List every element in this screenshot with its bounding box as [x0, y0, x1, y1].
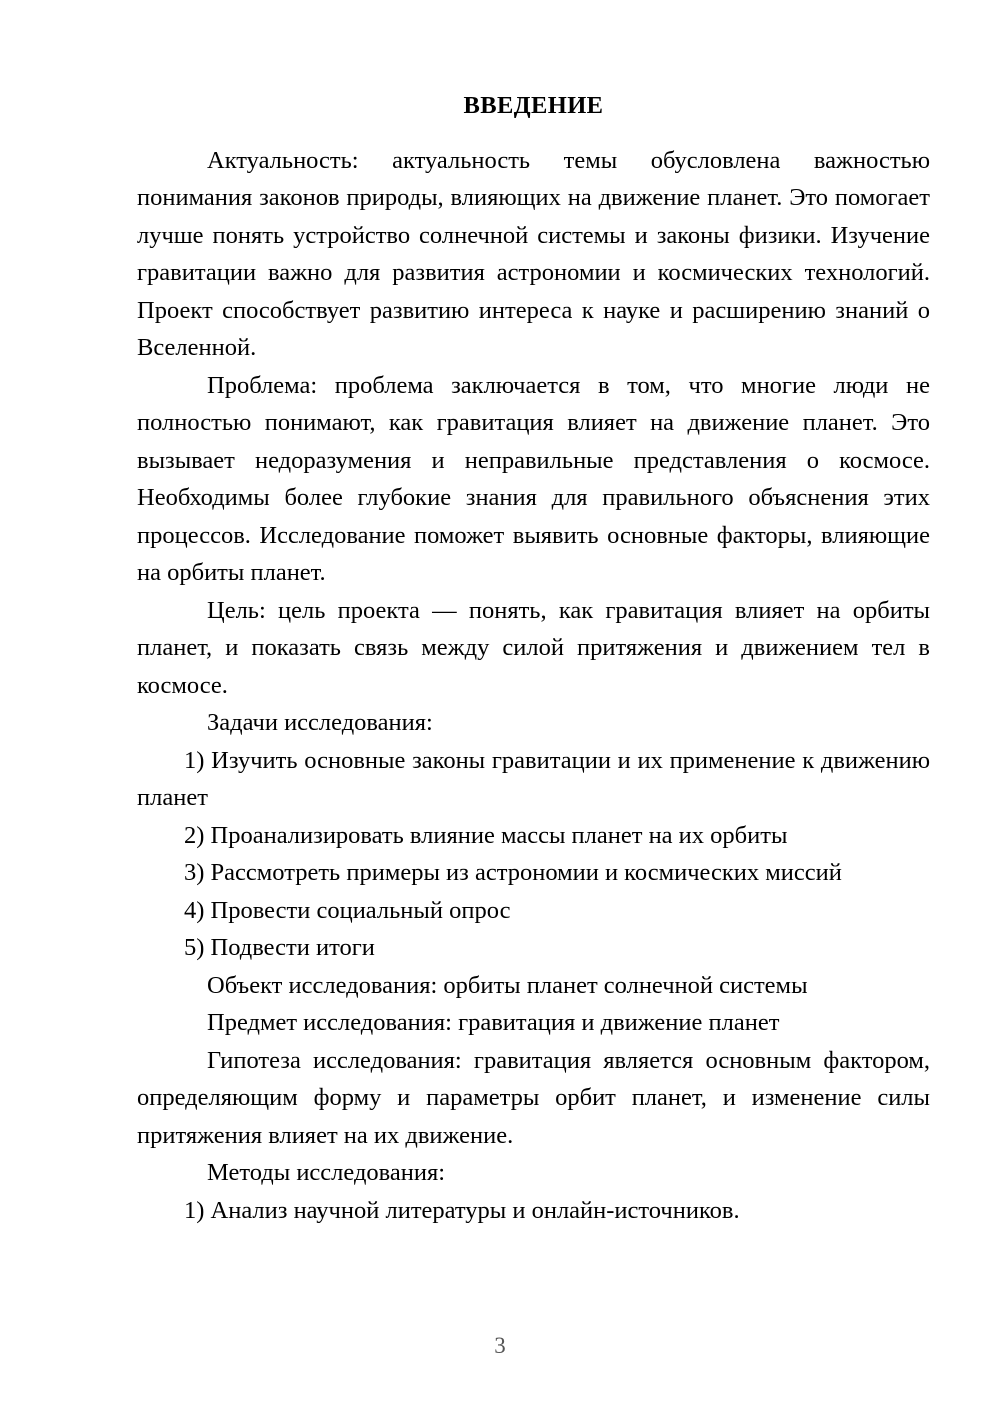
heading-methods: Методы исследования: [207, 1159, 446, 1187]
list-item: 1) Изучить основные законы гравитации и их применение к движению планет [137, 746, 930, 812]
list-item: 3) Рассмотреть примеры из астрономии и космических миссий [184, 859, 842, 887]
list-item: 1) Анализ научной литературы и онлайн-источников. [184, 1196, 740, 1224]
paragraph-subject: Предмет исследования: гравитация и движение планет [207, 1009, 780, 1037]
list-item: 5) Подвести итоги [184, 934, 375, 962]
paragraph-hypothesis: Гипотеза исследования: гравитация является основным фактором, определяющим форму и параметры орбит планет, и изменение силы притяжения влияет на их движение. [137, 1046, 930, 1149]
list-item: 2) Проанализировать влияние массы планет на их орбиты [184, 821, 788, 849]
list-item: 4) Провести социальный опрос [184, 896, 511, 924]
paragraph-problem: Проблема: проблема заключается в том, что многие люди не полностью понимают, как гравитация влияет на движение планет. Это вызывает недоразумения и неправильные представления о космосе. Необходимы более глубокие знания для правильного объяснения этих процессов. Исследование поможет выявить основные факторы, влияющие на орбиты планет. [137, 371, 930, 587]
document-body [137, 88, 930, 1229]
page-number: 3 [494, 1333, 506, 1358]
heading-tasks: Задачи исследования: [207, 709, 433, 737]
page-title: ВВЕДЕНИЕ [463, 92, 604, 119]
paragraph-object: Объект исследования: орбиты планет солнечной системы [207, 971, 808, 999]
paragraph-relevance: Актуальность: актуальность темы обусловлена важностью понимания законов природы, влияющих на движение планет. Это помогает лучше понять устройство солнечной системы и законы физики. Изучение гравитации важно для развития астрономии и космических технологий. Проект способствует развитию интереса к науке и расширению знаний о Вселенной. [137, 146, 930, 362]
paragraph-goal: Цель: цель проекта — понять, как гравитация влияет на орбиты планет, и показать связь между силой притяжения и движением тел в космосе. [137, 596, 930, 699]
